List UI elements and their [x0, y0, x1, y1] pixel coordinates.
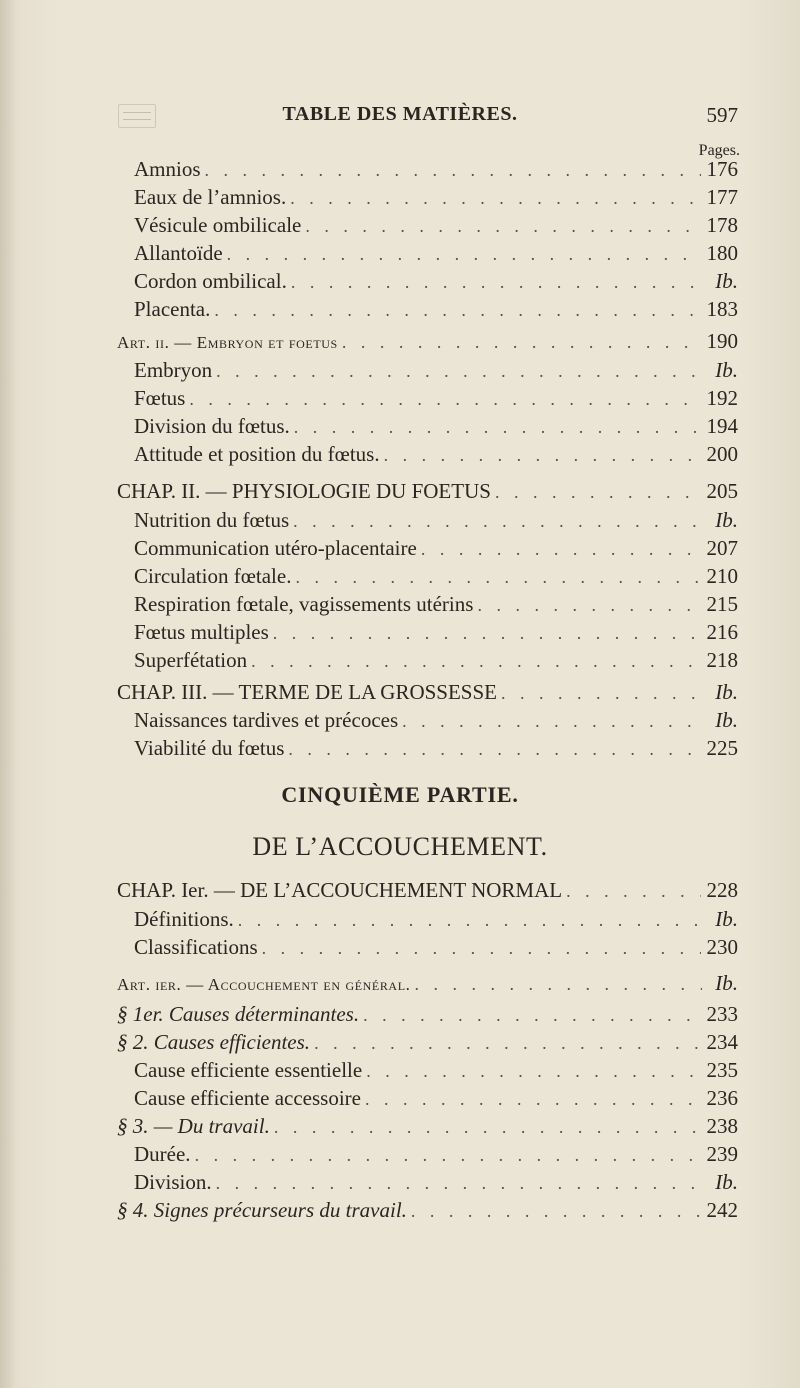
part-title: CINQUIÈME PARTIE. — [281, 782, 519, 807]
toc-entry-page: Ib. — [715, 1170, 738, 1194]
toc-entry — [134, 157, 738, 187]
toc-entry — [134, 592, 738, 622]
toc-entry-page: 194 — [706, 414, 738, 438]
toc-section-heading — [117, 1198, 738, 1228]
leader-dots — [195, 1145, 701, 1166]
toc-entry-label: Classifications — [134, 935, 258, 959]
leader-dots — [238, 910, 702, 931]
toc-entry — [134, 442, 738, 472]
leader-dots — [495, 482, 701, 503]
leader-dots — [290, 188, 700, 209]
part-subtitle: DE L’ACCOUCHEMENT. — [252, 832, 548, 861]
toc-entry-label: CHAP. III. — TERME DE LA GROSSESSE — [117, 680, 497, 704]
toc-entry-page: 177 — [706, 185, 738, 209]
leader-dots — [273, 623, 701, 644]
leader-dots — [288, 739, 700, 760]
toc-entry-page: 190 — [706, 329, 738, 353]
toc-entry-page: 230 — [706, 935, 738, 959]
toc-entry-page: 215 — [706, 592, 738, 616]
toc-entry-page: 228 — [706, 878, 738, 902]
toc-entry-label: Eaux de l’amnios. — [134, 185, 287, 209]
toc-entry-label: Naissances tardives et précoces — [134, 708, 399, 732]
leader-dots — [189, 389, 700, 410]
toc-entry — [134, 1170, 738, 1200]
leader-dots — [314, 1033, 700, 1054]
toc-entry-page: 239 — [706, 1142, 738, 1166]
toc-entry — [134, 213, 738, 243]
toc-entry-page: 242 — [706, 1198, 738, 1222]
toc-entry — [134, 736, 738, 766]
toc-entry-label: Allantoïde — [134, 241, 223, 265]
leader-dots — [411, 1201, 701, 1222]
leader-dots — [414, 974, 702, 995]
leader-dots — [227, 244, 701, 265]
toc-entry-page: Ib. — [715, 708, 738, 732]
toc-entry-label: Cause efficiente accessoire — [134, 1086, 361, 1110]
toc-article-heading — [117, 329, 738, 359]
leader-dots — [295, 567, 700, 588]
toc-entry-label: Art. ii. — Embryon et foetus — [117, 333, 338, 352]
toc-entry-page: Ib. — [715, 269, 738, 293]
toc-entry — [134, 536, 738, 566]
toc-entry-label: Placenta. — [134, 297, 211, 321]
toc-entry — [134, 1058, 738, 1088]
leader-dots — [342, 332, 701, 353]
toc-entry-label: Cordon ombilical. — [134, 269, 287, 293]
toc-entry — [134, 648, 738, 678]
leader-dots — [363, 1005, 700, 1026]
toc-entry-page: 205 — [706, 479, 738, 503]
toc-entry-page: 234 — [706, 1030, 738, 1054]
toc-entry-page: 216 — [706, 620, 738, 644]
toc-entry-label: Fœtus multiples — [134, 620, 269, 644]
page-number: 597 — [706, 103, 738, 127]
toc-entry-page: 200 — [706, 442, 738, 466]
toc-entry-label: Vésicule ombilicale — [134, 213, 302, 237]
toc-entry-page: 236 — [706, 1086, 738, 1110]
toc-entry — [134, 935, 738, 965]
leader-dots — [251, 651, 700, 672]
toc-section-heading — [117, 1114, 738, 1144]
toc-entry-page: 238 — [706, 1114, 738, 1138]
toc-entry-page: 235 — [706, 1058, 738, 1082]
toc-entry — [134, 708, 738, 738]
toc-entry — [134, 508, 738, 538]
leader-dots — [214, 300, 700, 321]
toc-entry-page: 176 — [706, 157, 738, 181]
leader-dots — [366, 1061, 700, 1082]
toc-entry-page: 183 — [706, 297, 738, 321]
toc-entry-label: Durée. — [134, 1142, 191, 1166]
leader-dots — [402, 711, 702, 732]
toc-entry — [134, 1086, 738, 1116]
toc-entry-label: Fœtus — [134, 386, 186, 410]
pages-column-label: Pages. — [698, 142, 740, 159]
toc-entry-page: 178 — [706, 213, 738, 237]
toc-entry-page: Ib. — [715, 907, 738, 931]
leader-dots — [477, 595, 700, 616]
leader-dots — [294, 417, 701, 438]
toc-entry-page: Ib. — [715, 971, 738, 995]
toc-entry — [134, 241, 738, 271]
toc-entry-label: Art. ier. — Accouchement en général. — [117, 975, 411, 994]
toc-entry-label: CHAP. Ier. — DE L’ACCOUCHEMENT NORMAL — [117, 878, 563, 902]
toc-entry-label: § 1er. Causes déterminantes. — [117, 1002, 360, 1026]
toc-entry-label: Division. — [134, 1170, 212, 1194]
toc-entry-page: 225 — [706, 736, 738, 760]
toc-section-heading — [117, 1030, 738, 1060]
toc-entry-page: 233 — [706, 1002, 738, 1026]
toc-entry-page: Ib. — [715, 680, 738, 704]
toc-entry — [134, 620, 738, 650]
toc-entry — [134, 1142, 738, 1172]
leader-dots — [365, 1089, 701, 1110]
toc-entry — [134, 269, 738, 299]
toc-entry-label: § 2. Causes efficientes. — [117, 1030, 311, 1054]
toc-chapter-heading — [117, 479, 738, 509]
page-header-title: TABLE DES MATIÈRES. — [282, 103, 518, 125]
leader-dots — [216, 361, 702, 382]
toc-entry — [134, 386, 738, 416]
toc-entry-label: Définitions. — [134, 907, 234, 931]
toc-entry — [134, 358, 738, 388]
toc-entry-label: Division du fœtus. — [134, 414, 290, 438]
toc-entry-page: 218 — [706, 648, 738, 672]
leader-dots — [216, 1173, 702, 1194]
leader-dots — [262, 938, 701, 959]
toc-entry-page: 207 — [706, 536, 738, 560]
toc-entry-label: Nutrition du fœtus — [134, 508, 290, 532]
toc-entry-page: 180 — [706, 241, 738, 265]
leader-dots — [501, 683, 702, 704]
toc-entry-page: Ib. — [715, 358, 738, 382]
toc-entry-label: § 4. Signes précurseurs du travail. — [117, 1198, 407, 1222]
toc-entry-label: Embryon — [134, 358, 213, 382]
toc-entry — [134, 414, 738, 444]
leader-dots — [274, 1117, 701, 1138]
leader-dots — [291, 272, 702, 293]
toc-article-heading — [117, 971, 738, 1001]
toc-entry-page: 210 — [706, 564, 738, 588]
toc-entry-label: Amnios — [134, 157, 201, 181]
leader-dots — [293, 511, 702, 532]
toc-entry-label: Respiration fœtale, vagissements utérins — [134, 592, 474, 616]
toc-entry — [134, 907, 738, 937]
toc-entry-label: Communication utéro-placentaire — [134, 536, 417, 560]
toc-entry — [134, 297, 738, 327]
toc-entry-label: Circulation fœtale. — [134, 564, 292, 588]
toc-entry-label: CHAP. II. — PHYSIOLOGIE DU FOETUS — [117, 479, 491, 503]
leader-dots — [421, 539, 701, 560]
toc-entry-label: Attitude et position du fœtus. — [134, 442, 380, 466]
toc-entry — [134, 564, 738, 594]
leader-dots — [566, 881, 700, 902]
toc-section-heading — [117, 1002, 738, 1032]
toc-entry-label: Cause efficiente essentielle — [134, 1058, 363, 1082]
leader-dots — [384, 445, 701, 466]
toc-entry-page: Ib. — [715, 508, 738, 532]
toc-entry-label: § 3. — Du travail. — [117, 1114, 270, 1138]
toc-entry-page: 192 — [706, 386, 738, 410]
toc-entry — [134, 185, 738, 215]
toc-entry-label: Superfétation — [134, 648, 248, 672]
toc-chapter-heading — [117, 878, 738, 908]
leader-dots — [305, 216, 700, 237]
toc-entry-label: Viabilité du fœtus — [134, 736, 285, 760]
toc-chapter-heading — [117, 680, 738, 710]
leader-dots — [205, 160, 701, 181]
